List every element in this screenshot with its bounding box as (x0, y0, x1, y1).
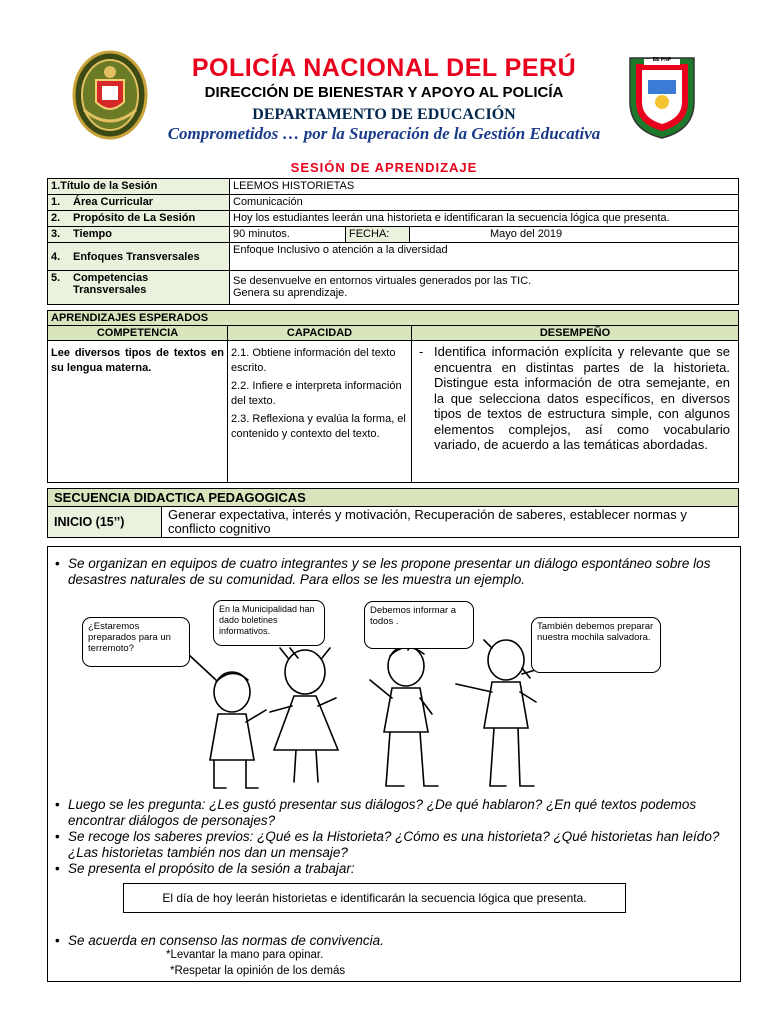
speech-bubble-4: También debemos preparar nuestra mochila salvadora. (531, 617, 661, 673)
child-girl-center-left (270, 648, 338, 782)
speech-bubble-2: En la Municipalidad han dado boletines informativos. (213, 600, 325, 646)
col-capacidad: CAPACIDAD (228, 326, 412, 341)
bullet-organizan: • Se organizan en equipos de cuatro integrantes y se les propone presentar un diálogo espontáneo sobre los desastres naturales de su comunidad. Para ellos se les muestra un ejemplo. (55, 556, 711, 587)
child-boy-left (210, 672, 266, 788)
inicio-label: INICIO (15’’) (48, 507, 162, 538)
bullet-pregunta: • Luego se les pregunta: ¿Les gustó presentar sus diálogos? ¿De qué hablaron? ¿En qué textos podemos encontrar diálogos de personajes? (55, 797, 697, 828)
label-competencias: 5. Competencias Transversales (48, 271, 230, 305)
col-desempeno: DESEMPEÑO (412, 326, 739, 341)
right-logo-text: EE PNP (652, 57, 672, 63)
desempeno-text: - Identifica información explícita y relevante que se encuentra en distintas partes de la historieta. Distingue esta información de otra semejante, en la que selecciona datos específicos, en diversos tipos de textos de estructura simple, con algunos elementos complejos, así como vocabulario variado, de acuerdo a las temáticas abordadas. (412, 341, 739, 483)
aprendizajes-title: APRENDIZAJES ESPERADOS (48, 311, 739, 326)
aprendizajes-table (47, 310, 739, 483)
bullet-normas: • Se acuerda en consenso las normas de convivencia. (55, 933, 384, 948)
proposito-box (123, 883, 626, 913)
inicio-text: Generar expectativa, interés y motivación, Recuperación de saberes, establecer normas y conflicto cognitivo (162, 507, 739, 538)
child-boy-center-right (370, 646, 438, 786)
norma-2: *Respetar la opinión de los demás (170, 965, 346, 977)
norma-1: *Levantar la mano para opinar. (166, 949, 324, 961)
proposito-box-text: El día de hoy leerán historietas e identificarán la secuencia lógica que presenta. (162, 891, 587, 905)
col-competencia: COMPETENCIA (48, 326, 228, 341)
value-proposito: Hoy los estudiantes leerán una historieta e identificaran la secuencia lógica que presenta. (230, 211, 739, 227)
label-titulo: 1.Título de la Sesión (48, 179, 230, 195)
direction-subtitle: DIRECCIÓN DE BIENESTAR Y APOYO AL POLICÍA (204, 84, 564, 101)
document-title: SESIÓN DE APRENDIZAJE (290, 160, 478, 175)
value-competencias: Se desenvuelve en entornos virtuales generados por las TIC. Genera su aprendizaje. (230, 271, 739, 305)
label-enfoques: 4. Enfoques Transversales (48, 243, 230, 271)
label-tiempo: 3. Tiempo (48, 227, 230, 243)
bullet-saberes: • Se recoge los saberes previos: ¿Qué es la Historieta? ¿Cómo es una historieta? ¿Qué historietas han leído? ¿Las historietas también nos dan un mensaje? (55, 829, 720, 860)
speech-bubble-3: Debemos informar a todos . (364, 601, 474, 649)
child-girl-right (456, 640, 536, 786)
secuencia-title: SECUENCIA DIDACTICA PEDAGOGICAS (48, 489, 739, 507)
label-fecha: FECHA: (346, 227, 410, 243)
value-fecha: Mayo del 2019 (410, 227, 739, 243)
value-area: Comunicación (230, 195, 739, 211)
competencia-text: Lee diversos tipos de textos en su lengua materna. (48, 341, 228, 483)
session-info-table (47, 178, 739, 305)
label-proposito: 2. Propósito de La Sesión (48, 211, 230, 227)
label-area: 1. Área Curricular (48, 195, 230, 211)
value-enfoques: Enfoque Inclusivo o atención a la diversidad (230, 243, 739, 271)
motto: Comprometidos … por la Superación de la Gestión Educativa (167, 124, 601, 143)
secuencia-table (47, 488, 739, 538)
institution-title: POLICÍA NACIONAL DEL PERÚ (191, 54, 577, 82)
speech-bubble-1: ¿Estaremos preparados para un terremoto? (82, 617, 190, 667)
department-subtitle: DEPARTAMENTO DE EDUCACIÓN (252, 106, 516, 123)
value-titulo: LEEMOS HISTORIETAS (230, 179, 739, 195)
bullet-proposito: • Se presenta el propósito de la sesión a trabajar: (55, 861, 355, 876)
value-tiempo: 90 minutos. (230, 227, 346, 243)
capacidades: 2.1. Obtiene información del texto escrito. 2.2. Infiere e interpreta información del texto. 2.3. Reflexiona y evalúa la forma, el contenido y contexto del texto. (228, 341, 412, 483)
